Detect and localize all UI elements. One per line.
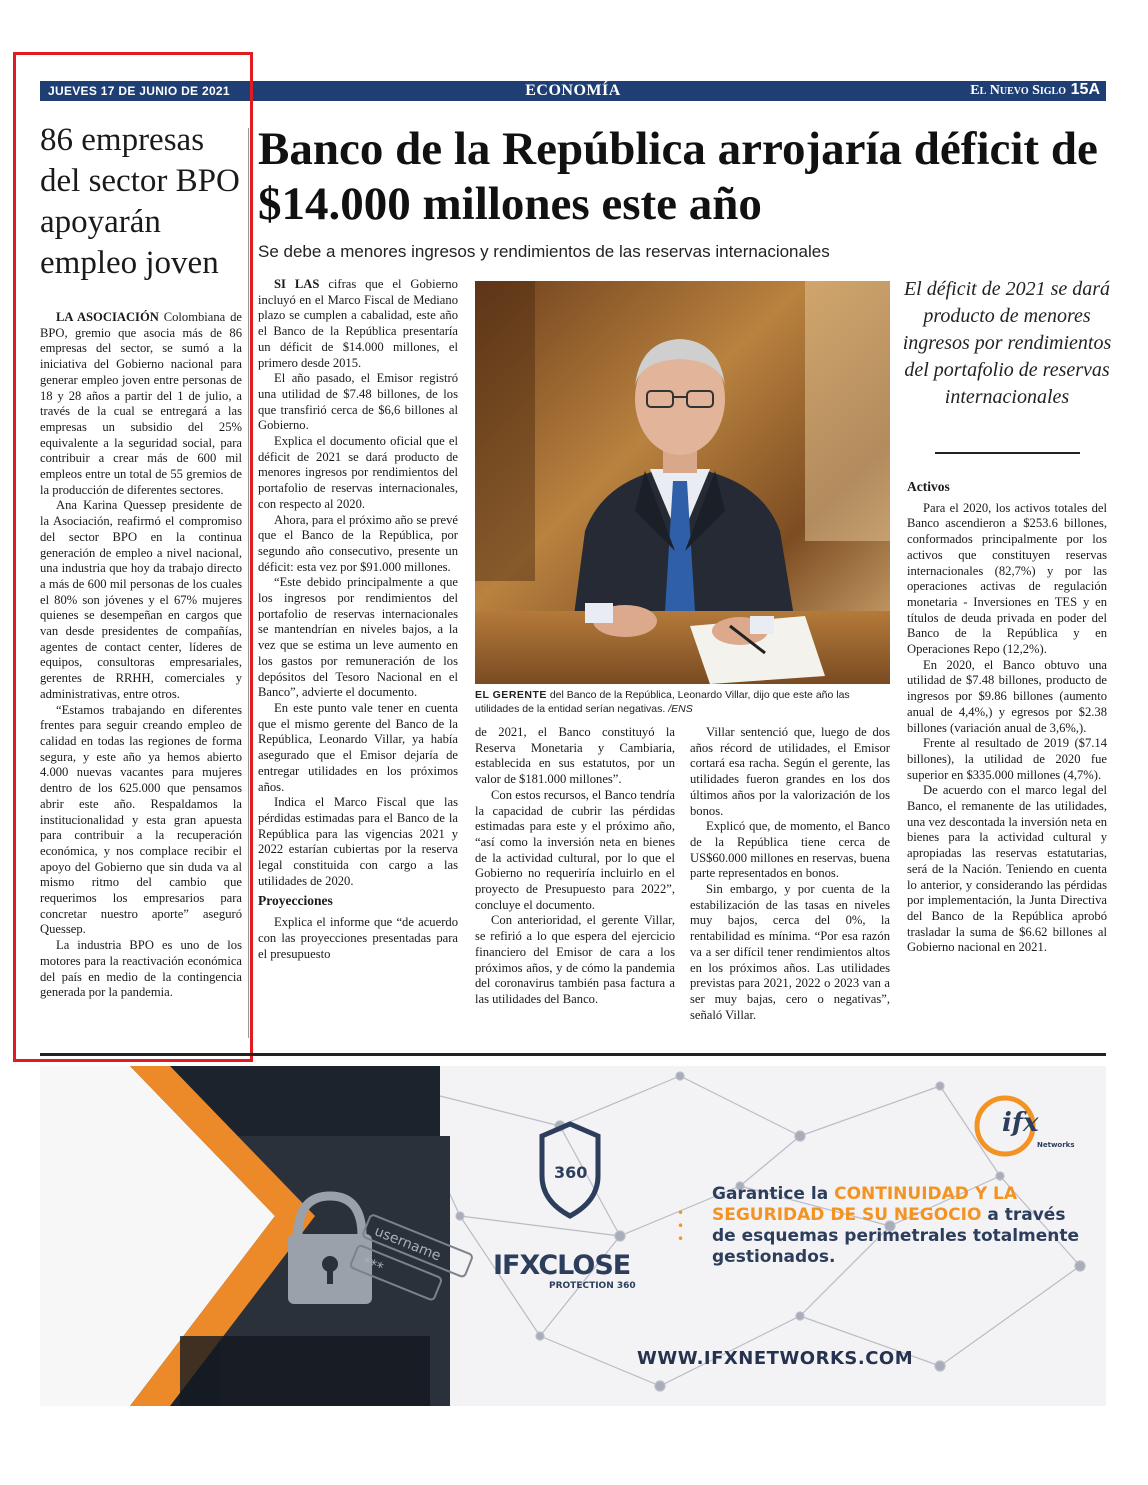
caption-text: del Banco de la República, Leonardo Villar, dijo que este año las utilidades de la entidad serían negativas. (475, 689, 850, 715)
side-article-paragraph: La industria BPO es uno de los motores para la reactivación económica del país en medio de la contingencia generada por la pandemia. (40, 938, 242, 1000)
article-paragraph: Explicó que, de momento, el Banco de la República tiene cerca de US$60.000 millones en reservas, buena parte representados en bonos. (690, 819, 890, 881)
ad-website-link[interactable]: WWW.IFXNETWORKS.COM (637, 1348, 914, 1369)
article-paragraph: Con anterioridad, el gerente Villar, se refirió a lo que espera del ejercicio financiero del Emisor de cara a los próximos años, y de cómo la pandemia del coronavirus también pasa factura a las utilidades del Banco. (475, 913, 675, 1006)
article-paragraph: de 2021, el Banco constituyó la Reserva Monetaria y Cambiaria, establecida en sus estatutos, por un valor de $181.000 millones”. (475, 725, 675, 787)
photo-illustration (475, 281, 890, 684)
side-article-paragraph: Colombiana de BPO, gremio que asocia más de 86 empresas del sector, se sumó a la iniciativa del Gobierno nacional para generar empleo joven entre personas de 18 y 28 años a partir del 1 de julio, a través de la cual se entregará a las empresas un subsidio del 25% equivalente a la seguridad social, para contribuir a crear más de 600 mil empleos entre un total de 55 gremios de la producción de diferentes sectores. (40, 310, 243, 497)
article-paragraph: En este punto vale tener en cuenta que el mismo gerente del Banco de la República, Leonardo Villar, ya había asegurado que el Emisor dejaría de entregar utilidades en los próximos años. (258, 700, 458, 794)
article-paragraph: En 2020, el Banco obtuvo una utilidad de $7.48 billones, producto de ingresos por $9.86 billones (aumento anual de 4,4%,) y egresos por $2.38 billones (variación anual de 3,6%,). (907, 657, 1107, 735)
article-column-1 (258, 277, 458, 962)
article-paragraph: Explica el informe que “de acuerdo con las proyecciones presentadas para el presupuesto (258, 915, 458, 961)
article-paragraph: Sin embargo, y por cuenta de la estabilización de las tasas en niveles muy bajos, cerca del 0%, la rentabilidad es mínima. “Por esa razón va a ser difícil tener rendimientos altos en los próximos años. Las utilidades previstas para 2021, 2022 o 2023 van a ser muy bajas, cero o negativas”, señaló Villar. (690, 882, 890, 1022)
article-paragraph: El año pasado, el Emisor registró una utilidad de $7.48 billones, de los que transfirió cerca de $6,6 billones al Gobierno. (258, 371, 458, 433)
column-divider (248, 128, 249, 1038)
issue-date: JUEVES 17 DE JUNIO DE 2021 (48, 84, 230, 98)
article-paragraph: Villar sentenció que, luego de dos años récord de utilidades, el Emisor cortará esa racha. Según el gerente, las utilidades fueron grandes en los dos últimos años por la valorización de los bonos. (690, 725, 890, 818)
side-article-title: 86 empresas del sector BPO apoyarán empleo joven (40, 122, 240, 281)
side-article-body (40, 310, 242, 1001)
ad-text-part: a través de esquemas perimetrales totalmente gestionados. (712, 1205, 1080, 1267)
caption-lead: EL GERENTE (475, 689, 547, 701)
pull-quote-rule (935, 452, 1080, 454)
article-paragraph: Con estos recursos, el Banco tendría la capacidad de cubrir las pérdidas estimadas para este y el próximo año, “así como la inversión neta en bienes de la actividad cultural, por lo que el Gobierno no requeriría incluirlo en el proyecto de Presupuesto para 2022”, concluye el documento. (475, 787, 675, 912)
main-headline: Banco de la República arrojaría déficit de $14.000 millones este año (258, 123, 1098, 230)
section-name: ECONOMÍA (525, 82, 621, 99)
ad-text-highlight: CONTINUIDAD Y LA SEGURIDAD DE SU NEGOCIO (712, 1184, 1018, 1225)
article-column-3 (690, 725, 890, 1023)
article-column-4 (907, 475, 1107, 956)
article-column-2 (475, 725, 675, 1008)
side-article-paragraph: Ana Karina Quessep presidente de la Asociación, reafirmó el compromiso del sector BPO en la continua generación de empleo a nivel nacional, una industria que hoy da trabajo directo a más de 600 mil personas de los cuales el 80% son jóvenes y el 67% mujeres quienes se desempeñan en cargos que van desde presidentes de compañías, agentes de contact center, líderes de equipos, consultoras empresariales, gerentes de RRHH, comerciales y administrativas, entre otros. (40, 498, 242, 701)
article-paragraph: Indica el Marco Fiscal que las pérdidas estimadas para el Banco de la República para las vigencias 2021 y 2022 estarían cubiertas por la reserva legal constituida con cargo a las utilidades de 2020. (258, 795, 458, 888)
username-field-label: username (372, 1223, 444, 1265)
subheading-activos: Activos (907, 479, 950, 494)
ad-text-part: Garantice la (712, 1184, 835, 1204)
photo-caption (475, 688, 890, 716)
pull-quote: El déficit de 2021 se dará producto de menores ingresos por rendimientos del portafolio de reservas internacionales (902, 278, 1112, 408)
article-paragraph: Para el 2020, los activos totales del Banco ascendieron a $253.6 billones, conformados principalmente por los activos que constituyen reservas internacionales (82,7%) y por las operaciones activas de regulación monetaria - Inversiones en TES y en títulos de deuda privada en poder del Banco de la República y en Operaciones Repo (12,2%). (907, 500, 1107, 657)
article-paragraph: cifras que el Gobierno incluyó en el Marco Fiscal de Mediano plazo se cumplen a cabalidad, este año el Banco de la República presentaría un déficit de $14.000 millones, el primero desde 2015. (258, 277, 458, 370)
page-number: 15A (1070, 81, 1100, 98)
main-article-lead: SI LAS (274, 277, 320, 291)
ifx-logo-subtext: Networks (1037, 1141, 1075, 1149)
section-divider (40, 1053, 1106, 1056)
article-paragraph: Ahora, para el próximo año se prevé que el Banco de la República, por segundo año consecutivo, presente un déficit: esta vez por $91.000 millones. (258, 512, 458, 574)
article-paragraph: “Este debido principalmente a que los ingresos por rendimientos del portafolio de reservas internacionales se mantendrían en niveles bajos, a la vez que se estima un leve aumento en los gastos por remuneración de los depósitos del Tesoro Nacional en el Banco”, advierte el documento. (258, 575, 458, 700)
newspaper-brand: El Nuevo Siglo (970, 83, 1066, 98)
article-paragraph: Explica el documento oficial que el déficit de 2021 se dará producto de menores ingresos por rendimientos del portafolio de reservas internacionales, con respecto al 2020. (258, 434, 458, 511)
badge-360: 360 (554, 1163, 588, 1182)
password-field-mask: *** (359, 1254, 386, 1277)
article-paragraph: Frente al resultado de 2019 ($7.14 billones), la utilidad de 2020 fue superior en $335.000 millones (4,7%). (907, 736, 1107, 782)
caption-credit: /ENS (668, 703, 693, 715)
gerente-photo (475, 281, 890, 684)
main-subheadline: Se debe a menores ingresos y rendimientos de las reservas internacionales (258, 242, 830, 261)
product-subtitle: PROTECTION 360 (549, 1281, 636, 1291)
side-article-lead: LA ASOCIACIÓN (56, 310, 159, 324)
ifx-close-product (493, 1250, 636, 1291)
article-paragraph: De acuerdo con el marco legal del Banco, el remanente de las utilidades, una vez descontada la inversión neta en bienes para la actividad cultural y apropiadas las reservas estatutarias, será de la Nación. Teniendo en cuenta lo anterior, y considerando las pérdidas por implementación, la Junta Directiva del Banco de la República aprobó trasladar la suma de $6.62 billones al Gobierno nacional en 2021. (907, 783, 1107, 955)
ad-bullet-dots: • • • (677, 1206, 685, 1246)
subheading-proyecciones: Proyecciones (258, 893, 333, 909)
side-article-paragraph: “Estamos trabajando en diferentes frentes para seguir creando empleo de calidad en todas las regiones de forma segura, y este año ya hemos abierto 4.000 nuevas vacantes para mujeres dentro de los 625.000 que pensamos abrir este año. Respaldamos la institucionalidad y esta gran apuesta para contribuir a la recuperación económica, y nos complace recibir el apoyo del Gobierno que sin duda va al mismo ritmo del cambio que requerimos los empresarios para concretar nuestro aporte” aseguró Quessep. (40, 702, 242, 937)
product-name: IFXCLOSE (493, 1250, 631, 1281)
ad-message (712, 1184, 1092, 1268)
ifx-logo: ifx (1002, 1108, 1039, 1138)
